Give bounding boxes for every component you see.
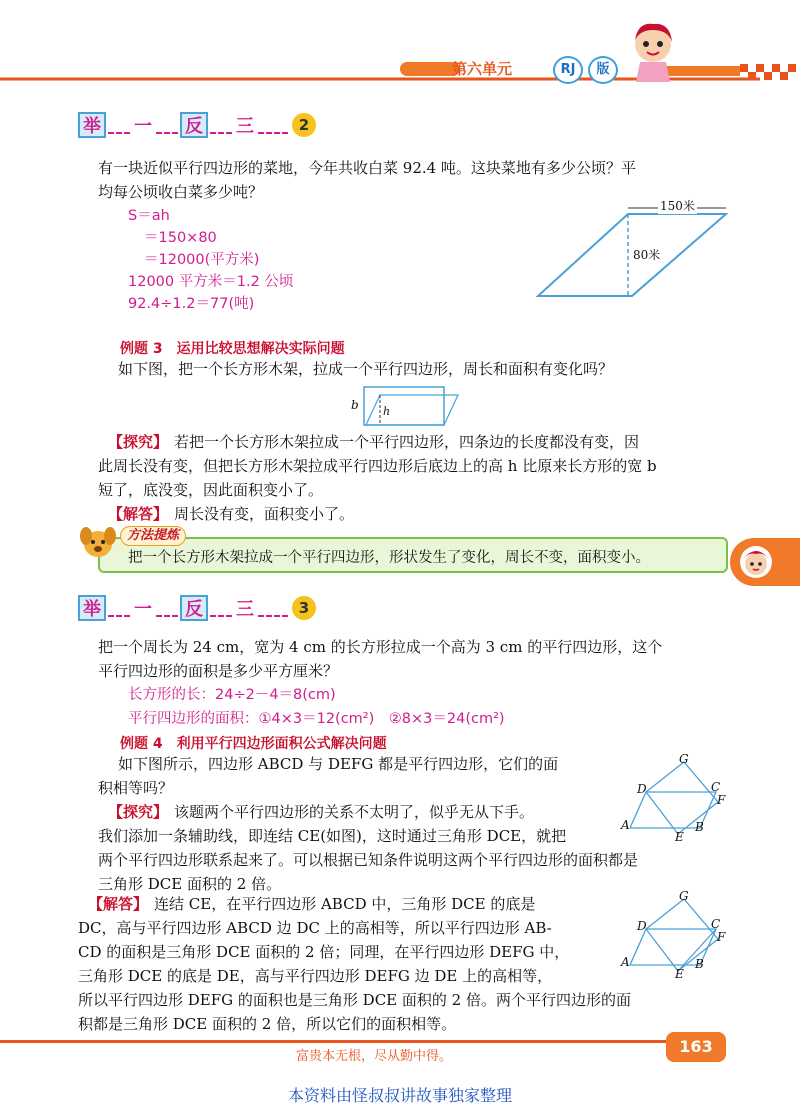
cartoon-dog-icon xyxy=(76,522,120,562)
example3-question: 如下图，把一个长方形木架，拉成一个平行四边形，周长和面积有变化吗？ xyxy=(118,360,614,378)
solution-line: 92.4÷1.2＝77(吨) xyxy=(128,296,255,312)
method-label: 方法提炼 xyxy=(120,526,186,546)
example3-answer: 【解答】 周长没有变，面积变小了。 xyxy=(108,505,355,523)
example4-explore: 【探究】 该题两个平行四边形的关系不太明了，似乎无从下手。 我们添加一条辅助线，即连结 CE(如图)，这时通过三角形 DCE，就把 两个平行四边形联系起来了。可以根据已知条件说明这两个平行四边形的面积都是 三角形 DCE 面积的 2 倍。 xyxy=(98,803,639,893)
example4-answer: 【解答】 连结 CE，在平行四边形 ABCD 中，三角形 DCE 的底是 DC，高与平行四边形 ABCD 边 DC 上的高相等，所以平行四边形 AB- CD 的面积是三角形 DCE 面积的 2 倍；同理，在平行四边形 DEFG 中， 三角形 DCE 的底是 DE，高与平行四边形 DEFG 边 DE 上的高相等， xyxy=(78,895,570,985)
footer-line xyxy=(0,1040,680,1043)
credit-text: 本资料由怪叔叔讲故事独家整理 xyxy=(287,1086,512,1105)
page-number: 163 xyxy=(666,1032,726,1062)
ban-badge: 版 xyxy=(588,56,618,84)
fig-label-h: h xyxy=(383,405,391,418)
badge-number: 3 xyxy=(292,596,316,620)
example3-explore: 【探究】 若把一个长方形木架拉成一个平行四边形，四条边的长度都没有变，因 此周长没有变，但把长方形木架拉成平行四边形后底边上的高 h 比原来长方形的宽 b 短了，底没变，因此面积变小了。 xyxy=(98,433,657,499)
badge-char: 一 xyxy=(132,112,154,138)
badge-char: 三 xyxy=(234,595,256,621)
method-text: 把一个长方形木架拉成一个平行四边形，形状发生了变化，周长不变，面积变小。 xyxy=(128,550,650,566)
cartoon-girl-icon xyxy=(618,14,688,84)
badge-char: 三 xyxy=(234,112,256,138)
geometry-figure-2 xyxy=(620,893,730,977)
badge-char: 举 xyxy=(78,595,106,621)
problem-text: 有一块近似平行四边形的菜地，今年共收白菜 92.4 吨。这块菜地有多少公顷？平 均每公顷收白菜多少吨？ xyxy=(98,159,636,201)
badge-char: 反 xyxy=(180,595,208,621)
solution3-text: 长方形的长：24÷2－4＝8(cm) 平行四边形的面积：①4×3＝12(cm²) ②8×3＝24(cm²) xyxy=(128,687,505,727)
header-bar xyxy=(0,0,800,100)
practice-badge-3 xyxy=(78,595,316,621)
footer-motto: 富贵本无根，尽从勤中得。 xyxy=(296,1049,453,1064)
example4-answer-tail: 所以平行四边形 DEFG 的面积也是三角形 DCE 面积的 2 倍。两个平行四边形的面 积都是三角形 DCE 面积的 2 倍，所以它们的面积相等。 xyxy=(78,991,631,1033)
example4-question: 如下图所示，四边形 ABCD 与 DEFG 都是平行四边形，它们的面 积相等吗？ xyxy=(98,755,559,797)
cartoon-face-icon xyxy=(736,542,776,582)
badge-char: 一 xyxy=(132,595,154,621)
solution-line: ＝12000(平方米) xyxy=(144,252,260,268)
badge-char: 反 xyxy=(180,112,208,138)
badge-char: 举 xyxy=(78,112,106,138)
solution-text xyxy=(128,205,293,315)
unit-label: 第六单元 xyxy=(452,60,513,78)
solution-line: 12000 平方米＝1.2 公顷 xyxy=(128,274,294,290)
fig-label-b: b xyxy=(351,398,359,412)
example3-title: 例题 3 运用比较思想解决实际问题 xyxy=(120,341,345,357)
example4-title: 例题 4 利用平行四边形面积公式解决问题 xyxy=(120,736,387,752)
figure-height-label: 80米 xyxy=(633,248,661,262)
practice-badge-2 xyxy=(78,112,316,138)
solution-line: ＝150×80 xyxy=(144,230,217,246)
figure-top-label: 150米 xyxy=(660,199,695,213)
rj-badge: RJ xyxy=(553,56,583,84)
geometry-figure-1 xyxy=(620,756,730,840)
problem3-text: 把一个周长为 24 cm，宽为 4 cm 的长方形拉成一个高为 3 cm 的平行四边形，这个 平行四边形的面积是多少平方厘米？ xyxy=(98,638,663,680)
badge-number: 2 xyxy=(292,113,316,137)
solution-line: S＝ah xyxy=(128,208,170,224)
rectangle-frame-figure xyxy=(352,385,462,429)
